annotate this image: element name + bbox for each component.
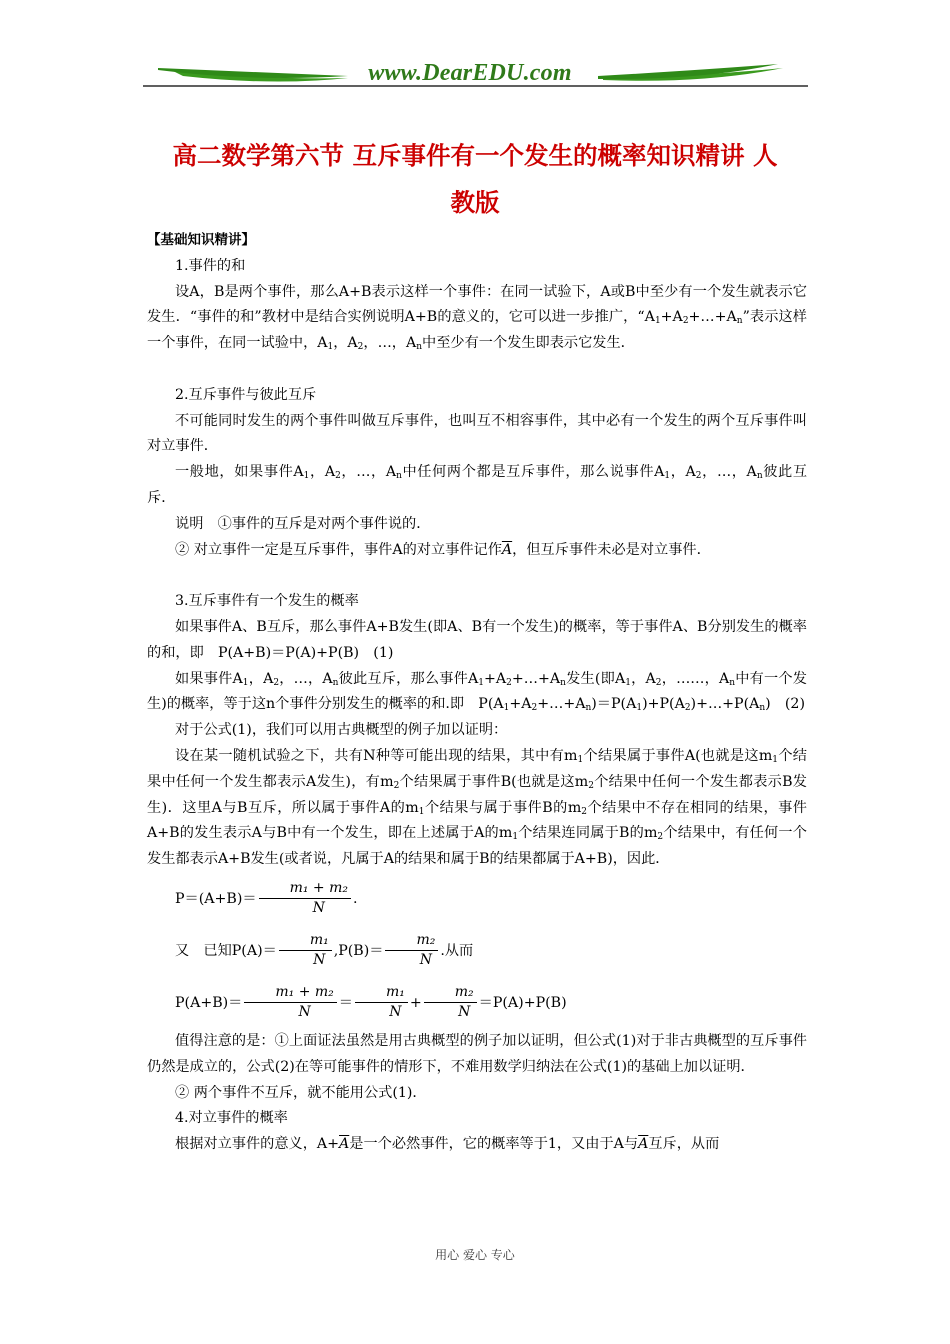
s4-title: 4.对立事件的概率: [175, 1110, 288, 1127]
s3-title: 3.互斥事件有一个发生的概率: [175, 593, 359, 610]
title-line-1: 高二数学第六节 互斥事件有一个发生的概率知识精讲 人: [172, 141, 778, 170]
site-logo[interactable]: www.DearEDU.com: [368, 60, 572, 86]
s3-paragraph-5: 值得注意的是：①上面证法虽然是用古典概型的例子加以证明，但公式(1)对于非古典概型的互斥事件仍然是成立的，公式(2)在等可能事件的情形下，不难用数学归纳法在公式(1)的基础上加以证明．: [147, 1032, 807, 1075]
site-header: [143, 58, 808, 92]
document-body: [147, 228, 807, 1158]
s2-paragraph-2: 一般地，如果事件$A_1$，$A_2$，…，$A_n$中任何两个都是互斥事件，那么说事件$A_1$，$A_2$，…，$A_n$彼此互斥．: [147, 464, 808, 506]
page-footer: 用心 爱心 专心: [435, 1248, 515, 1262]
page-title: [150, 132, 800, 226]
s3-paragraph-4: 设在某一随机试验之下，共有N种等可能出现的结果，其中有$m_1$个结果属于事件A(也就是这$m_1$个结果中任何一个发生都表示A发生)，有$m_2$个结果属于事件B(也就是这$m_2$个结果中任何一个发生都表示B发生)．这里A与B互斥，所以属于事件A的$m_1$个结果与属于事件B的$m_2$个结果中不存在相同的结果，事件A+B的发生表示A与B中有一个发生，即在上述属于A的$m_1$个结果连同属于B的$m_2$个结果中，有任何一个发生都表示A+B发生(或者说，凡属于A的结果和属于B的结果都属于A+B)，因此．: [147, 747, 807, 868]
s2-paragraph-1: 不可能同时发生的两个事件叫做互斥事件，也叫互不相容事件，其中必有一个发生的两个互斥事件叫对立事件．: [147, 412, 807, 455]
formula-3: P(A+B)＝ $\frac{\text{m₁ + m₂}}{N}$ ＝ $\frac{\text{m₁}}{N}$ + $\frac{\text{m₂}}{N}$ ＝P(A)+P(B): [175, 984, 567, 1021]
s1-title: 1.事件的和: [175, 257, 246, 274]
s2-note-1: 说明 ①事件的互斥是对两个事件说的．: [175, 515, 431, 532]
formula-1: P＝(A+B)＝ $\frac{\text{m₁ + m₂}}{N}$ .: [175, 880, 358, 917]
s3-paragraph-1: 如果事件A、B互斥，那么事件A+B发生(即A、B有一个发生)的概率，等于事件A、B分别发生的概率的和，即 P(A+B)＝P(A)+P(B) (1): [147, 618, 807, 661]
s3-paragraph-2: 如果事件$A_1$，$A_2$，…，$A_n$彼此互斥，那么事件$A_1+A_2+\dots+A_n$发生(即$A_1$，$A_2$，……，$A_n$中有一个发生)的概率，等于这n个事件分别发生的概率的和.即 $P(A_1+A_2+\dots+A_n)=P(A_1)+P(A_2)+\dots+P(A_n)$ (2): [147, 670, 807, 714]
s1-paragraph: 设A，B是两个事件，那么A+B表示这样一个事件：在同一试验下，A或B中至少有一个发生就表示它发生．“事件的和”教材中是结合实例说明A+B的意义的，它可以进一步推广，“$A_1+A_2+\dots+A_n$”表示这样一个事件，在同一试验中，$A_1$，$A_2$，…，$A_n$中至少有一个发生即表示它发生．: [147, 283, 807, 353]
s3-paragraph-3: 对于公式(1)，我们可以用古典概型的例子加以证明：: [175, 722, 508, 739]
s4-paragraph-1: 根据对立事件的意义，$A+\overline{A}$是一个必然事件，它的概率等于1，又由于A与$\overline{A}$互斥，从而: [175, 1136, 720, 1153]
section-heading: 【基础知识精讲】: [147, 232, 255, 248]
complement-symbol: $\overline{A}$: [501, 541, 513, 558]
title-line-2: 教版: [450, 188, 500, 217]
s2-note-2: ② 对立事件一定是互斥事件，事件A的对立事件记作$\overline{A}$，但互斥事件未必是对立事件．: [175, 541, 711, 558]
s3-paragraph-6: ② 两个事件不互斥，就不能用公式(1)．: [175, 1084, 427, 1101]
formula-2: 又 已知P(A)＝ $\frac{\text{m₁}}{N}$ ,P(B)＝ $\frac{\text{m₂}}{N}$ .从而: [175, 932, 474, 969]
s2-title: 2.互斥事件与彼此互斥: [175, 386, 317, 403]
